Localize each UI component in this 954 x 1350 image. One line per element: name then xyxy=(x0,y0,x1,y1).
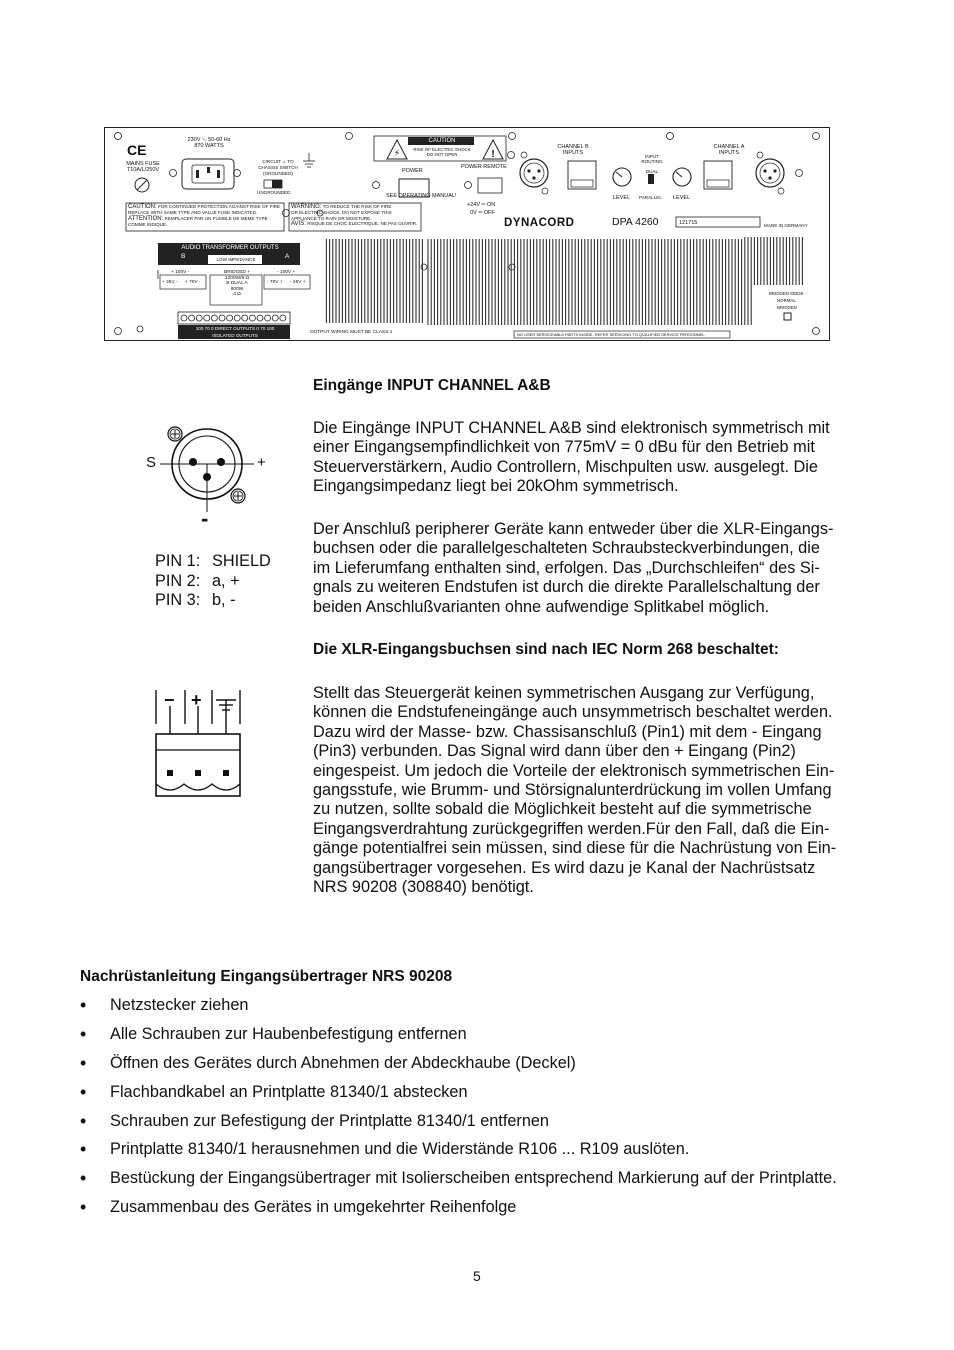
bullet-icon: • xyxy=(80,1139,87,1159)
xlr-minus-label: - xyxy=(201,506,209,531)
circuit-switch-label: CIRCUIT ⊥ TO CHASSIS SWITCH (GROUNDED) xyxy=(258,159,298,176)
ce-mark: CE xyxy=(127,142,147,158)
retrofit-heading: Nachrüstanleitung Eingangsübertrager NRS 90208 xyxy=(80,968,453,985)
tap-100v-a: - 100V + xyxy=(277,270,296,275)
tap-25v-b: + 25V - xyxy=(162,280,178,285)
brand-logo: DYNACORD xyxy=(504,217,575,229)
power-remote-states: +24V ═ ON 0V ═ OFF xyxy=(467,202,496,216)
terminal-block-diagram xyxy=(150,680,250,800)
section-heading: Eingänge INPUT CHANNEL A&B xyxy=(313,377,551,394)
terminal-minus-label: − xyxy=(164,690,175,710)
warning-box: WARNING: TO REDUCE THE RISK OF FIRE OR ELECTRIC SHOCK, DO NOT EXPOSE THIS APPLIANCE TO RAIN OR MOISTURE. AVIS: RISQUE DE CHOC ELECTRIQUE, NE PAS OUVRIR. xyxy=(291,204,418,227)
svg-text:!: ! xyxy=(491,149,495,160)
tap-70v-a: - 70V + xyxy=(267,280,283,285)
tap-25v-a: - 25V + xyxy=(290,280,306,285)
bullet-icon: • xyxy=(80,1168,87,1188)
bullet-icon: • xyxy=(80,1111,87,1131)
output-wiring-label: OUTPUT WIRING MUST BE CLASS 1 xyxy=(310,330,393,335)
rear-panel-diagram xyxy=(104,127,830,341)
mains-fuse-label: MAINS FUSE T10A/L/250V xyxy=(126,161,160,173)
channel-b-label: CHANNEL B INPUTS xyxy=(557,144,589,156)
xlr-drawing xyxy=(140,418,290,538)
tap-100v-b: + 100V - xyxy=(171,270,190,275)
ungrounded-label: UNGROUNDED xyxy=(257,190,291,195)
xlr-plus-label: + xyxy=(257,454,266,471)
xlr-shield-label: S xyxy=(146,454,157,471)
voltage-label: 230V ~, 50-60 Hz 870 WATTS xyxy=(187,137,231,149)
paragraph-2: Der Anschluß peripherer Geräte kann entweder über die XLR-Eingangs- buchsen oder die parallelgeschalteten Schraubsteckverbindungen, die im Lieferumfang enthalten sind, erfolgen. Das „Durchschleifen“ des Si- gnals zu weiteren Endstufen ist durch die direkte Parallelschaltung der beiden Anschlußvarianten ohne aufwendige Splitkabel möglich. xyxy=(313,520,834,616)
bullet-icon: • xyxy=(80,995,87,1015)
terminal-plus-label: + xyxy=(191,690,202,710)
power-remote-label: POWER REMOTE xyxy=(461,164,507,170)
pin-assignment: PIN 1: SHIELD PIN 2: a, + PIN 3: b, - xyxy=(155,552,271,610)
power-label: POWER xyxy=(402,168,423,174)
bullet-icon: • xyxy=(80,1082,87,1102)
no-user-serviceable: NO USER SERVICEABLE PARTS INSIDE. REFER SERVICING TO QUALIFIED SERVICE PERSONNEL. xyxy=(517,332,706,337)
caution-subtext: RISK OF ELECTRIC SHOCK DO NOT OPEN xyxy=(413,147,471,157)
paragraph-3: Stellt das Steuergerät keinen symmetrischen Ausgang zur Verfügung, können die Endstufeneingänge auch unsymmetrisch beschaltet werden. Dazu wird der Masse- bzw. Chassisanschluß (Pin1) mit dem - Eingang (Pin3) verbunden. Das Signal wird dann über den + Eingang (Pin2) eingespeist. Um jedoch die Vorteile der elektronisch symmetrischen Ein- gangsstufe, wie Brumm- und Störsignalunterdrückung im vollen Umfang zu nutzen, sollte sobald die Möglichkeit besteht auf die symmetrische Eingangsverdrahtung zurückgegriffen werden.Für den Fall, daß die Ein- gänge potentialfrei sein müssen, sind diese für die Nachrüstung von Ein- gangsübertrager vorgesehen. Es wird dazu je Kanal der Nachrüstsatz NRS 90208 (308840) benötigt. xyxy=(313,684,837,897)
bridged-mode-label: BRIDGED MODE NORMAL BRIDGED xyxy=(769,291,804,310)
xlr-connector-diagram xyxy=(140,418,290,538)
transformer-a: A xyxy=(285,253,290,260)
low-impedance: LOW IMPEDANCE xyxy=(216,257,256,262)
caution-box: CAUTION: FOR CONTINUED PROTECTION AGAINST RISK OF FIRE REPLACE WITH SAME TYPE AND VALUE FUSE INDICATED. ATTENTION: REMPLACER PAR UN FUSIBLE DE MEME TYPE COMME INDIQUE. xyxy=(128,204,281,227)
transformer-title: AUDIO TRANSFORMER OUTPUTS xyxy=(181,245,279,251)
bullet-icon: • xyxy=(80,1053,87,1073)
channel-a-label: CHANNEL A INPUTS xyxy=(713,144,745,156)
made-in-label: MADE IN GERMANY xyxy=(764,223,808,228)
transformer-b: B xyxy=(181,253,186,260)
serial-label: 121715 xyxy=(679,220,698,226)
level-b-label: LEVEL xyxy=(613,195,631,201)
level-a-label: LEVEL xyxy=(673,195,691,201)
model-label: DPA 4260 xyxy=(612,216,659,228)
bullet-icon: • xyxy=(80,1024,87,1044)
tap-70v-b: + 70V - xyxy=(185,280,201,285)
page-number: 5 xyxy=(473,1268,481,1284)
caution-title: CAUTION xyxy=(428,138,456,144)
see-manual-label: SEE OPERATING MANUAL! xyxy=(386,193,457,199)
bridged-tap: BRIDGED + 1200W/8 Ω B DUAL A 600W 4 Ω xyxy=(224,270,250,297)
paragraph-1: Die Eingänge INPUT CHANNEL A&B sind elektronisch symmetrisch mit einer Eingangsempfindlichkeit von 775mV = 0 dBu für den Betrieb mit Steuerverstärkern, Audio Controllern, Mischpulten usw. ausgelegt. Die Eingangsimpedanz liegt bei 20kOhm symmetrisch. xyxy=(313,419,830,496)
subheading-iec: Die XLR-Eingangsbuchsen sind nach IEC Norm 268 beschaltet: xyxy=(313,641,779,658)
panel-graphics xyxy=(104,127,830,341)
input-routing-label: INPUT ROUTING DUAL xyxy=(641,154,663,174)
svg-text:⚡: ⚡ xyxy=(393,149,401,159)
parallel-label: PARALLEL xyxy=(639,195,662,200)
direct-outputs-label: 100 70 0 DIRECT OUTPUTS 0 70 100 ISOLATED OUTPUTS xyxy=(195,326,275,338)
bullet-icon: • xyxy=(80,1197,87,1217)
